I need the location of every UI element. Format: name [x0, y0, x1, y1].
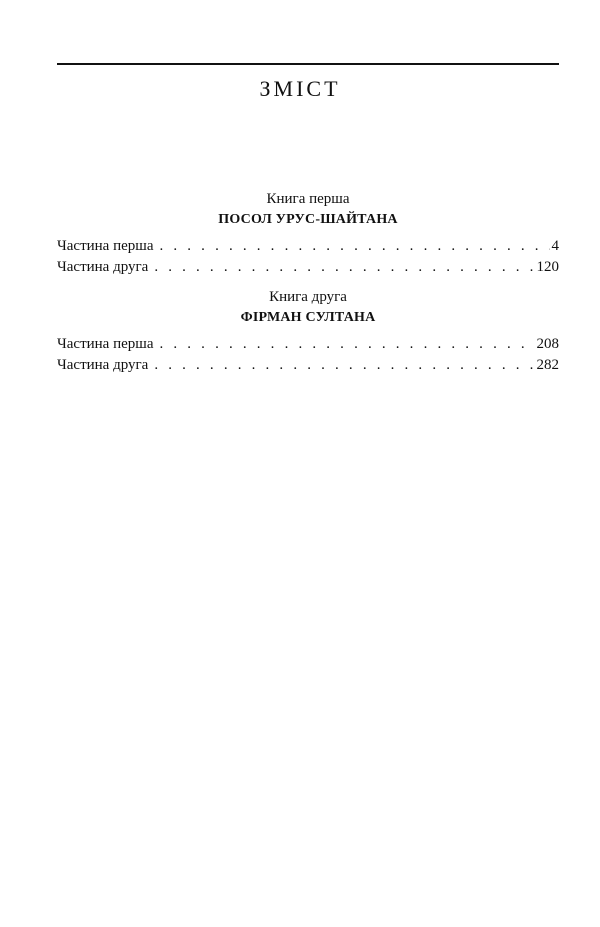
toc-entry[interactable]	[57, 355, 559, 376]
book-section-1	[57, 188, 559, 278]
book-section-2	[57, 286, 559, 376]
page-title: ЗМІСТ	[259, 76, 341, 101]
toc-entry[interactable]	[57, 236, 559, 257]
toc-entry[interactable]	[57, 257, 559, 278]
toc-entry-label: Частина друга	[57, 259, 149, 275]
toc-entry-label: Частина перша	[57, 336, 154, 352]
toc-entry-page-number: 282	[536, 357, 559, 373]
toc-entry-label: Частина друга	[57, 357, 149, 373]
toc-entry-page-number: 120	[536, 259, 559, 275]
dot-leader	[154, 355, 534, 376]
dot-leader	[159, 334, 534, 355]
toc-list	[57, 236, 559, 278]
top-rule	[57, 63, 559, 65]
dot-leader	[154, 257, 534, 278]
book-title: ПОСОЛ УРУС-ШАЙТАНА	[218, 212, 398, 227]
book-label: Книга перша	[266, 191, 350, 207]
toc-entry[interactable]	[57, 334, 559, 355]
toc-list	[57, 334, 559, 376]
book-title: ФІРМАН СУЛТАНА	[240, 310, 376, 325]
book-label: Книга друга	[269, 289, 347, 305]
toc-entry-page-number: 4	[551, 238, 559, 254]
toc-entry-label: Частина перша	[57, 238, 154, 254]
dot-leader	[159, 236, 549, 257]
toc-entry-page-number: 208	[536, 336, 559, 352]
